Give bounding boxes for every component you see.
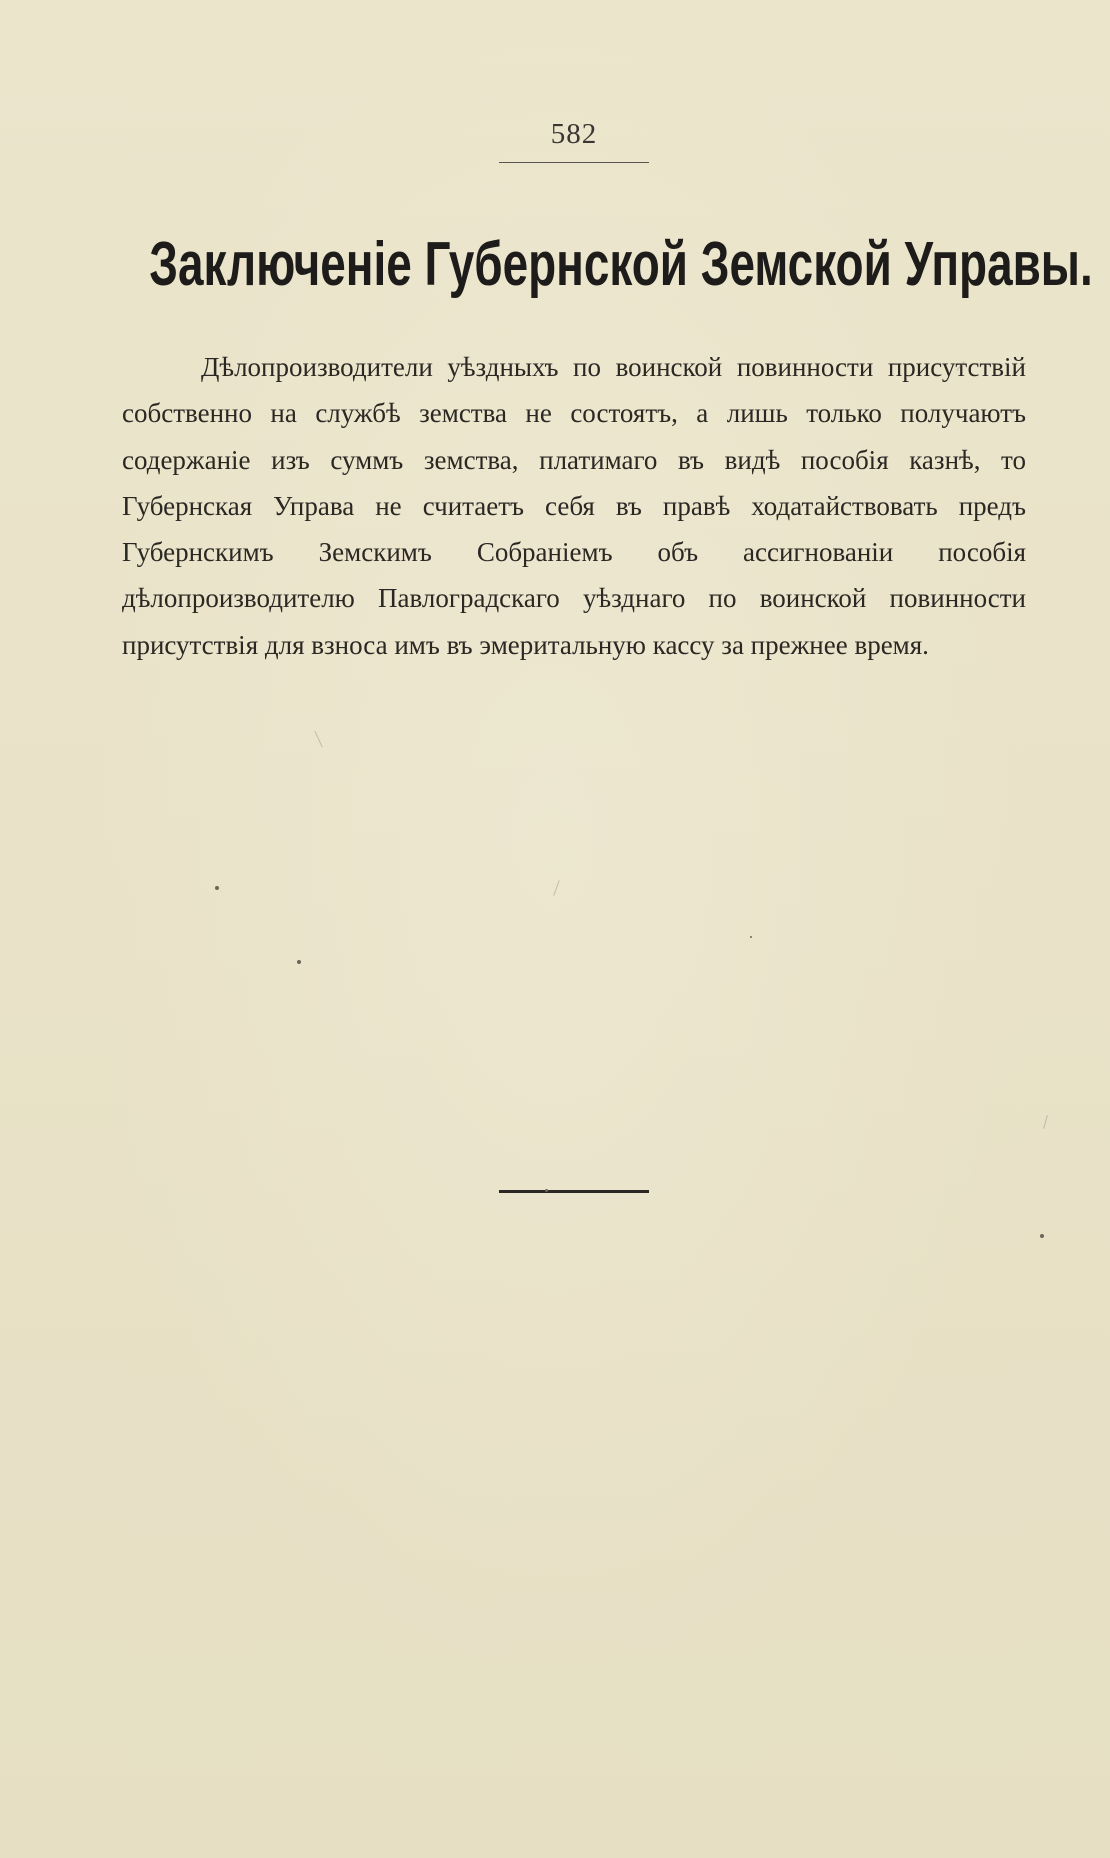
paper-scratch (314, 731, 323, 748)
paper-speck (1040, 1234, 1044, 1238)
paper-speck (297, 960, 301, 964)
paper-scratch (553, 880, 559, 895)
paper-speck (215, 886, 219, 890)
end-divider (499, 1190, 649, 1193)
paper-scratch (1043, 1115, 1048, 1129)
paper-speck (750, 936, 752, 938)
paper-speck (545, 1189, 548, 1192)
page-number-rule (499, 162, 649, 163)
body-paragraph: Дѣлопроизводители уѣздныхъ по воинской повинности присутствій собственно на службѣ земства не состоятъ, а лишь только получаютъ содержаніе изъ суммъ земства, платимаго въ видѣ пособія казнѣ, то Губернская Управа не считаетъ себя въ правѣ ходатайствовать предъ Губернскимъ Земскимъ Собраніемъ объ ассигнованіи пособія дѣлопроизводителю Павлоградскаго уѣзднаго по воинской повинности присутствія для взноса имъ въ эмеритальную кассу за прежнее время. (122, 352, 1026, 660)
section-heading: Заключеніе Губернской Земской Управы. (149, 230, 1093, 299)
page-number: 582 (550, 118, 598, 150)
